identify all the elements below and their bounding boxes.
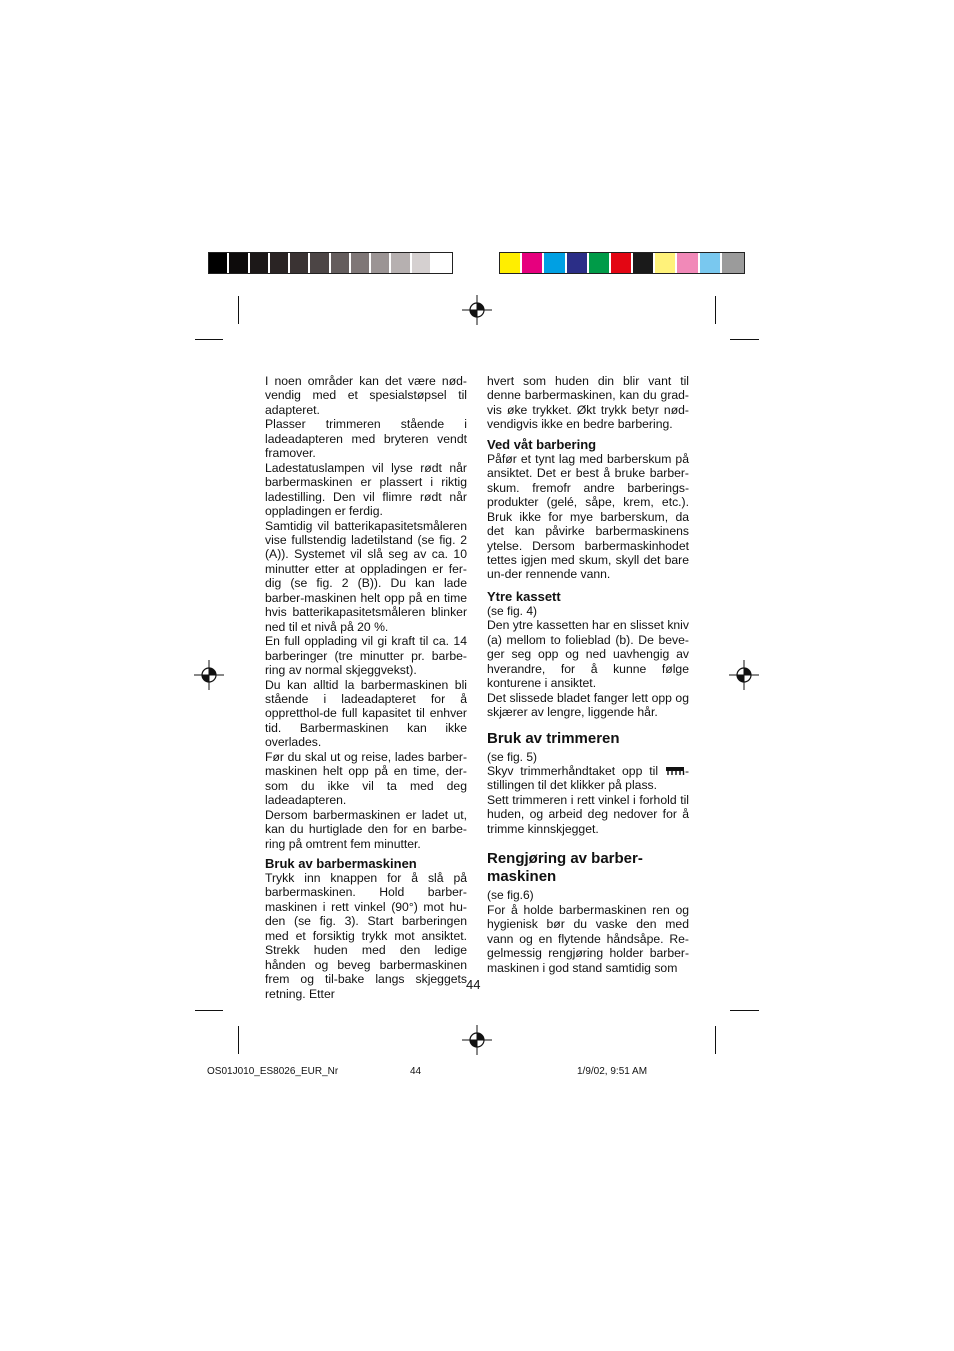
paragraph: Plasser trimmeren stående i ladeadapteren med bryteren vendt framover.: [265, 417, 467, 461]
color-swatch: [310, 253, 330, 273]
footer-timestamp: 1/9/02, 9:51 AM: [577, 1066, 648, 1077]
figure-reference: (se fig.6): [487, 888, 534, 903]
text-fragment: -stillingen til det klikker på plass.: [487, 763, 689, 793]
paragraph: Ladestatuslampen vil lyse rødt når barbermaskinen er plassert i riktig ladestilling. Den vil flimre rødt når oppladingen er ferdig.: [265, 460, 467, 519]
footer-page: 44: [410, 1066, 422, 1077]
section-heading-vat-barbering: Ved våt barbering: [487, 436, 597, 452]
footer-filename: OS01J010_ES8026_EUR_Nr: [207, 1066, 339, 1077]
paragraph: I noen områder kan det være nød-vendig med et spesialstøpsel til adapteret.: [265, 374, 467, 417]
color-swatch: [229, 253, 249, 273]
section-heading-ytre-kassett: Ytre kassett: [487, 588, 561, 604]
paragraph: Dersom barbermaskinen er ladet ut, kan du hurtiglade den for en barbe-ring på omtrent fem minutter.: [265, 807, 467, 851]
grayscale-calibration-bar: [208, 252, 453, 274]
color-swatch: [432, 253, 452, 273]
color-swatch: [371, 253, 391, 273]
registration-mark-icon: [729, 660, 759, 690]
registration-mark-icon: [462, 1025, 492, 1055]
color-swatch: [270, 253, 290, 273]
crop-mark: [730, 1010, 759, 1011]
crop-mark: [238, 296, 239, 324]
color-swatch: [700, 253, 722, 273]
section-heading-bruk: Bruk av barbermaskinen: [265, 855, 417, 871]
color-swatch: [655, 253, 677, 273]
color-swatch: [500, 253, 522, 273]
paragraph: [487, 764, 689, 793]
color-calibration-bar: [499, 252, 745, 274]
trimmer-position-icon: [665, 766, 685, 776]
page-number: 44: [466, 977, 481, 992]
paragraph: Trykk inn knappen for å slå på barbermaskinen. Hold barber-maskinen i rett vinkel (90°) mot hu-den (se fig. 3). Start barberingen med et forsiktig trykk mot ansiktet. Strekk huden med den ledige hånden og beveg barbermaskinen frem og til-bake langs skjeggets retning. Etter: [265, 870, 467, 1001]
heading-line: maskinen: [487, 868, 557, 886]
color-swatch: [677, 253, 699, 273]
paragraph: En full opplading vil gi kraft til ca. 14 barberinger (tre minutter pr. barbe-ring av normal skjeggvekst).: [265, 634, 467, 678]
paragraph: Samtidig vil batterikapasitetsmåleren vise fullstendig ladetilstand (se fig. 2 (A)). Systemet vil slå seg av ca. 10 minutter etter at oppladingen er fer-dig (se fig. 2 (B)). Du kan lade barber-maskinen helt opp på en time hvis batterikapasitetsmåleren blinker ned til et nivå på 20 %.: [265, 518, 467, 634]
section-heading-rengjoring: [487, 850, 689, 886]
crop-mark: [730, 339, 759, 340]
color-swatch: [412, 253, 432, 273]
left-text-column: [265, 374, 467, 1001]
color-swatch: [290, 253, 310, 273]
color-swatch: [522, 253, 544, 273]
crop-mark: [195, 1010, 223, 1011]
color-swatch: [544, 253, 566, 273]
crop-mark: [715, 296, 716, 324]
color-swatch: [722, 253, 744, 273]
paragraph: Sett trimmeren i rett vinkel i forhold til huden, og arbeid deg nedover for å trimme kinnskjegget.: [487, 792, 689, 836]
color-swatch: [633, 253, 655, 273]
text-fragment: Skyv trimmerhåndtaket opp til: [487, 763, 665, 778]
paragraph: Du kan alltid la barbermaskinen bli stående i ladeadapteret for å oppretthol-de full kapasitet til enhver tid. Barbermaskinen kan ikke overlades.: [265, 677, 467, 750]
figure-reference: (se fig. 4): [487, 603, 538, 618]
registration-mark-icon: [194, 660, 224, 690]
figure-reference: (se fig. 5): [487, 749, 538, 764]
color-swatch: [351, 253, 371, 273]
color-swatch: [331, 253, 351, 273]
crop-mark: [238, 1026, 239, 1054]
color-swatch: [209, 253, 229, 273]
color-swatch: [567, 253, 589, 273]
paragraph: Det slissede bladet fanger lett opp og skjærer av lengre, liggende hår.: [487, 690, 689, 720]
paragraph: Den ytre kassetten har en slisset kniv (a) mellom to folieblad (b). De beve-ger seg opp og ned uavhengig av hverandre, for å kunne følge konturene i ansiktet.: [487, 618, 689, 691]
paragraph: Påfør et tynt lag med barberskum på ansiktet. Det er best å bruke barber-skum. fremofr andre barberings-produkter (gelé, såpe, krem, etc.). Bruk ikke for mye barberskum, da det kan påvirke barbermaskinens ytelse. Dersom barbermaskinhodet tettes igjen med skum, skyll det bare un-der rennende vann.: [487, 451, 689, 582]
section-heading-trimmer: Bruk av trimmeren: [487, 729, 620, 747]
right-text-column: [487, 374, 689, 975]
color-swatch: [250, 253, 270, 273]
color-swatch: [589, 253, 611, 273]
paragraph: Før du skal ut og reise, lades barber-maskinen helt opp på en time, der-som du ikke vil ta med deg ladeadapteren.: [265, 749, 467, 808]
crop-mark: [195, 339, 223, 340]
paragraph: For å holde barbermaskinen ren og hygienisk bør du vaske den med vann og en flytende håndsåpe. Re-gelmessig rengjøring holder barber-maskinen i god stand samtidig som: [487, 902, 689, 975]
registration-mark-icon: [462, 295, 492, 325]
color-swatch: [611, 253, 633, 273]
paragraph: hvert som huden din blir vant til denne barbermaskinen, kan du grad-vis øke trykket. Økt trykk betyr nød-vendigvis ikke en bedre barbering.: [487, 374, 689, 432]
heading-line: Rengjøring av barber-: [487, 850, 643, 868]
color-swatch: [391, 253, 411, 273]
crop-mark: [715, 1026, 716, 1054]
